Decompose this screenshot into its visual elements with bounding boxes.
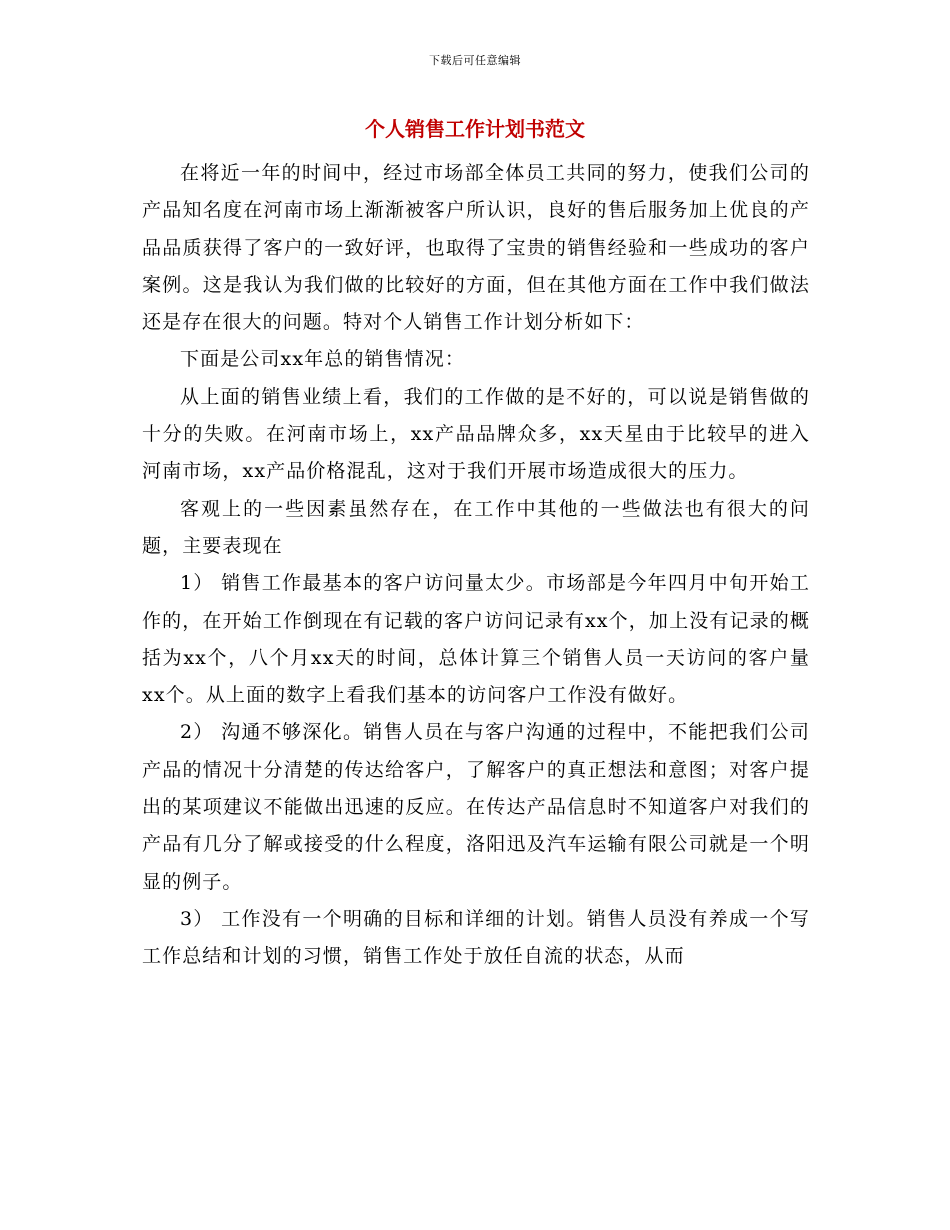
paragraph-problems-intro: 客观上的一些因素虽然存在，在工作中其他的一些做法也有很大的问题，主要表现在 [142, 497, 810, 557]
paragraph-sales-summary: 下面是公司xx年总的销售情况： [180, 348, 465, 371]
paragraph-problem-3: 3） 工作没有一个明确的目标和详细的计划。销售人员没有养成一个写工作总结和计划的习惯，销售工作处于放任自流的状态，从而 [142, 907, 810, 968]
header-note: 下载后可任意编辑 [429, 54, 521, 67]
paragraph-performance: 从上面的销售业绩上看，我们的工作做的是不好的，可以说是销售做的十分的失败。在河南市场上，xx产品品牌众多，xx天星由于比较早的进入河南市场，xx产品价格混乱，这对于我们开展市场造成很大的压力。 [142, 385, 810, 483]
document-body [142, 155, 810, 976]
paragraph-problem-1: 1） 销售工作最基本的客户访问量太少。市场部是今年四月中旬开始工作的，在开始工作倒现在有记载的客户访问记录有xx个，加上没有记录的概括为xx个，八个月xx天的时间，总体计算三个销售人员一天访问的客户量xx个。从上面的数字上看我们基本的访问客户工作没有做好。 [142, 572, 810, 707]
paragraph-intro: 在将近一年的时间中，经过市场部全体员工共同的努力，使我们公司的产品知名度在河南市场上渐渐被客户所认识，良好的售后服务加上优良的产品品质获得了客户的一致好评，也取得了宝贵的销售经验和一些成功的客户案例。这是我认为我们做的比较好的方面，但在其他方面在工作中我们做法还是存在很大的问题。特对个人销售工作计划分析如下： [142, 162, 810, 334]
document-title: 个人销售工作计划书范文 [365, 117, 585, 141]
paragraph-problem-2: 2） 沟通不够深化。销售人员在与客户沟通的过程中，不能把我们公司产品的情况十分清楚的传达给客户，了解客户的真正想法和意图；对客户提出的某项建议不能做出迅速的反应。在传达产品信息时不知道客户对我们的产品有几分了解或接受的什么程度，洛阳迅及汽车运输有限公司就是一个明显的例子。 [142, 721, 810, 893]
